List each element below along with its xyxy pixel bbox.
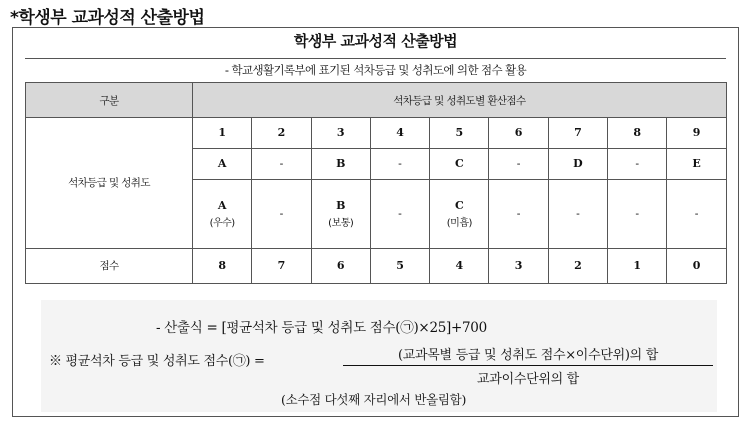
grade-cell: 1 <box>193 118 252 149</box>
achievement3-cell: - <box>489 179 548 248</box>
achievement3-sub: (미흡) <box>446 217 472 229</box>
score-cell: 5 <box>370 248 429 283</box>
achievement3-sub: (우수) <box>209 217 235 229</box>
achievement3-main: C <box>454 198 464 212</box>
box-title: 학생부 교과성적 산출방법 <box>293 32 458 50</box>
achievement3-cell: - <box>667 179 726 248</box>
score-cell: 8 <box>193 248 252 283</box>
grading-method-box <box>12 27 739 417</box>
grade-cell: 8 <box>608 118 667 149</box>
achievement-cell: D <box>548 148 607 179</box>
achievement-cell: B <box>311 148 370 179</box>
row-label-achievement: 석차등급 및 성취도 <box>26 118 193 249</box>
formula-fraction <box>343 344 713 387</box>
score-conversion-table <box>25 82 727 284</box>
title-divider <box>25 58 726 59</box>
score-cell: 4 <box>430 248 489 283</box>
achievement-cell: - <box>489 148 548 179</box>
grade-cell: 5 <box>430 118 489 149</box>
score-cell: 3 <box>489 248 548 283</box>
achievement3-cell <box>430 179 489 248</box>
rounding-note: (소수점 다섯째 자리에서 반올림함) <box>281 392 467 407</box>
table-header-row <box>26 83 727 118</box>
score-cell: 2 <box>548 248 607 283</box>
score-cell: 0 <box>667 248 726 283</box>
row-label-score: 점수 <box>26 248 193 283</box>
header-category: 구분 <box>26 83 193 118</box>
grade-cell: 3 <box>311 118 370 149</box>
grade-cell: 2 <box>252 118 311 149</box>
score-cell: 6 <box>311 248 370 283</box>
achievement3-main: A <box>217 198 227 212</box>
achievement3-cell: - <box>548 179 607 248</box>
formula-denominator: 교과이수단위의 합 <box>477 372 579 387</box>
achievement3-cell <box>311 179 370 248</box>
grade-cell: 7 <box>548 118 607 149</box>
formula-panel <box>41 300 717 412</box>
score-cell: 7 <box>252 248 311 283</box>
formula-average-label: ※ 평균석차 등급 및 성취도 점수(㉠) = <box>49 354 265 369</box>
achievement-cell: - <box>608 148 667 179</box>
grade-cell: 6 <box>489 118 548 149</box>
formula-main: - 산출식 = [평균석차 등급 및 성취도 점수(㉠)×25]+700 <box>156 320 487 336</box>
table-row-grade <box>26 118 727 149</box>
achievement3-cell: - <box>252 179 311 248</box>
achievement3-cell: - <box>370 179 429 248</box>
table-row-score <box>26 248 727 283</box>
achievement3-cell: - <box>608 179 667 248</box>
grade-cell: 9 <box>667 118 726 149</box>
formula-numerator: (교과목별 등급 및 성취도 점수×이수단위)의 합 <box>343 344 713 366</box>
grade-cell: 4 <box>370 118 429 149</box>
achievement-cell: E <box>667 148 726 179</box>
header-conversion: 석차등급 및 성취도별 환산점수 <box>193 83 727 118</box>
achievement-cell: - <box>370 148 429 179</box>
box-subtitle: - 학교생활기록부에 표기된 석차등급 및 성취도에 의한 점수 활용 <box>224 63 527 77</box>
achievement-cell: - <box>252 148 311 179</box>
achievement-cell: A <box>193 148 252 179</box>
page-heading: *학생부 교과성적 산출방법 <box>10 8 205 28</box>
achievement-cell: C <box>430 148 489 179</box>
achievement3-main: B <box>336 198 346 212</box>
score-cell: 1 <box>608 248 667 283</box>
achievement3-cell <box>193 179 252 248</box>
achievement3-sub: (보통) <box>328 217 354 229</box>
